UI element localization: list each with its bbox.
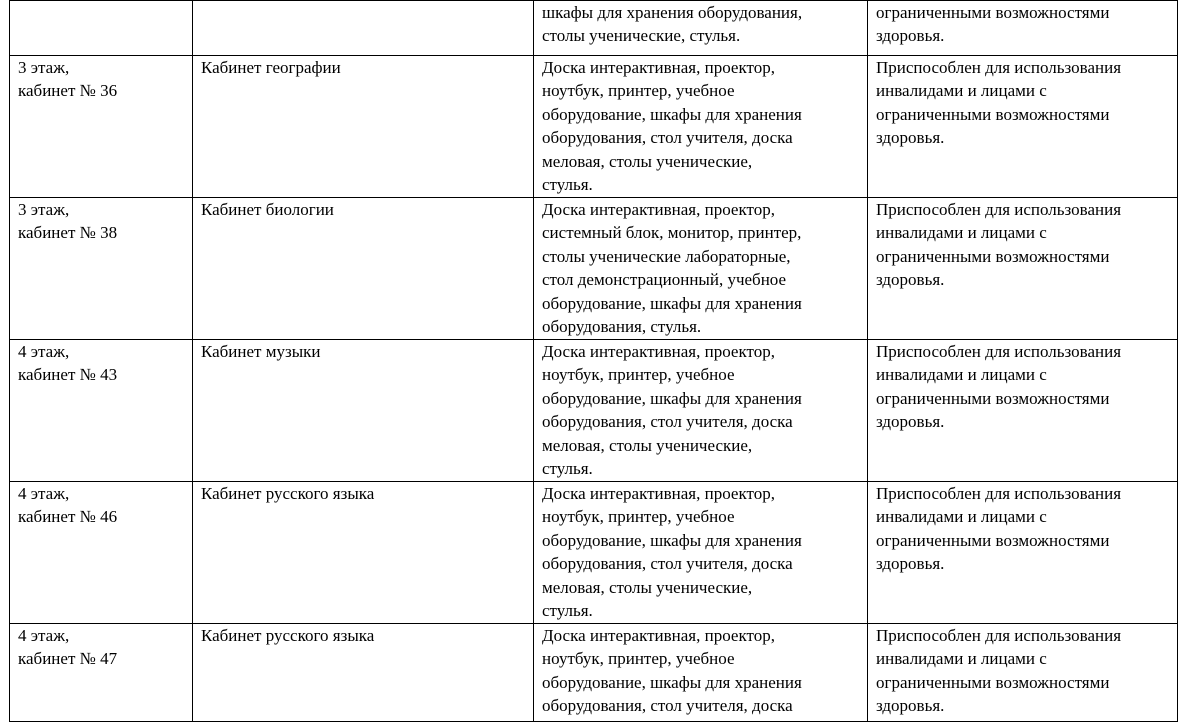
table-row (10, 56, 1178, 198)
table-row (10, 624, 1178, 722)
location-cell: 4 этаж, кабинет № 47 (10, 624, 193, 722)
room-name-cell (193, 1, 534, 56)
table-row (10, 198, 1178, 340)
equipment-cell: шкафы для хранения оборудования, столы ученические, стулья. (534, 1, 868, 56)
equipment-table (9, 0, 1178, 722)
accessibility-cell: Приспособлен для использования инвалидами и лицами с ограниченными возможностями здоровья. (868, 56, 1178, 198)
room-name-cell: Кабинет русского языка (193, 624, 534, 722)
location-cell: 4 этаж, кабинет № 46 (10, 482, 193, 624)
accessibility-cell: Приспособлен для использования инвалидами и лицами с ограниченными возможностями здоровья. (868, 624, 1178, 722)
accessibility-cell: Приспособлен для использования инвалидами и лицами с ограниченными возможностями здоровья. (868, 198, 1178, 340)
table-row (10, 482, 1178, 624)
room-name-cell: Кабинет биологии (193, 198, 534, 340)
location-cell (10, 1, 193, 56)
accessibility-cell: Приспособлен для использования инвалидами и лицами с ограниченными возможностями здоровья. (868, 340, 1178, 482)
accessibility-cell: ограниченными возможностями здоровья. (868, 1, 1178, 56)
location-cell: 3 этаж, кабинет № 36 (10, 56, 193, 198)
equipment-cell: Доска интерактивная, проектор, ноутбук, принтер, учебное оборудование, шкафы для хранения оборудования, стол учителя, доска (534, 624, 868, 722)
accessibility-cell: Приспособлен для использования инвалидами и лицами с ограниченными возможностями здоровья. (868, 482, 1178, 624)
room-name-cell: Кабинет музыки (193, 340, 534, 482)
equipment-cell: Доска интерактивная, проектор, системный блок, монитор, принтер, столы ученические лабораторные, стол демонстрационный, учебное оборудование, шкафы для хранения оборудования, стулья. (534, 198, 868, 340)
table-row (10, 1, 1178, 56)
location-cell: 3 этаж, кабинет № 38 (10, 198, 193, 340)
room-name-cell: Кабинет географии (193, 56, 534, 198)
equipment-cell: Доска интерактивная, проектор, ноутбук, принтер, учебное оборудование, шкафы для хранения оборудования, стол учителя, доска меловая, столы ученические, стулья. (534, 482, 868, 624)
location-cell: 4 этаж, кабинет № 43 (10, 340, 193, 482)
table-row (10, 340, 1178, 482)
equipment-cell: Доска интерактивная, проектор, ноутбук, принтер, учебное оборудование, шкафы для хранения оборудования, стол учителя, доска меловая, столы ученические, стулья. (534, 340, 868, 482)
equipment-cell: Доска интерактивная, проектор, ноутбук, принтер, учебное оборудование, шкафы для хранения оборудования, стол учителя, доска меловая, столы ученические, стулья. (534, 56, 868, 198)
room-name-cell: Кабинет русского языка (193, 482, 534, 624)
